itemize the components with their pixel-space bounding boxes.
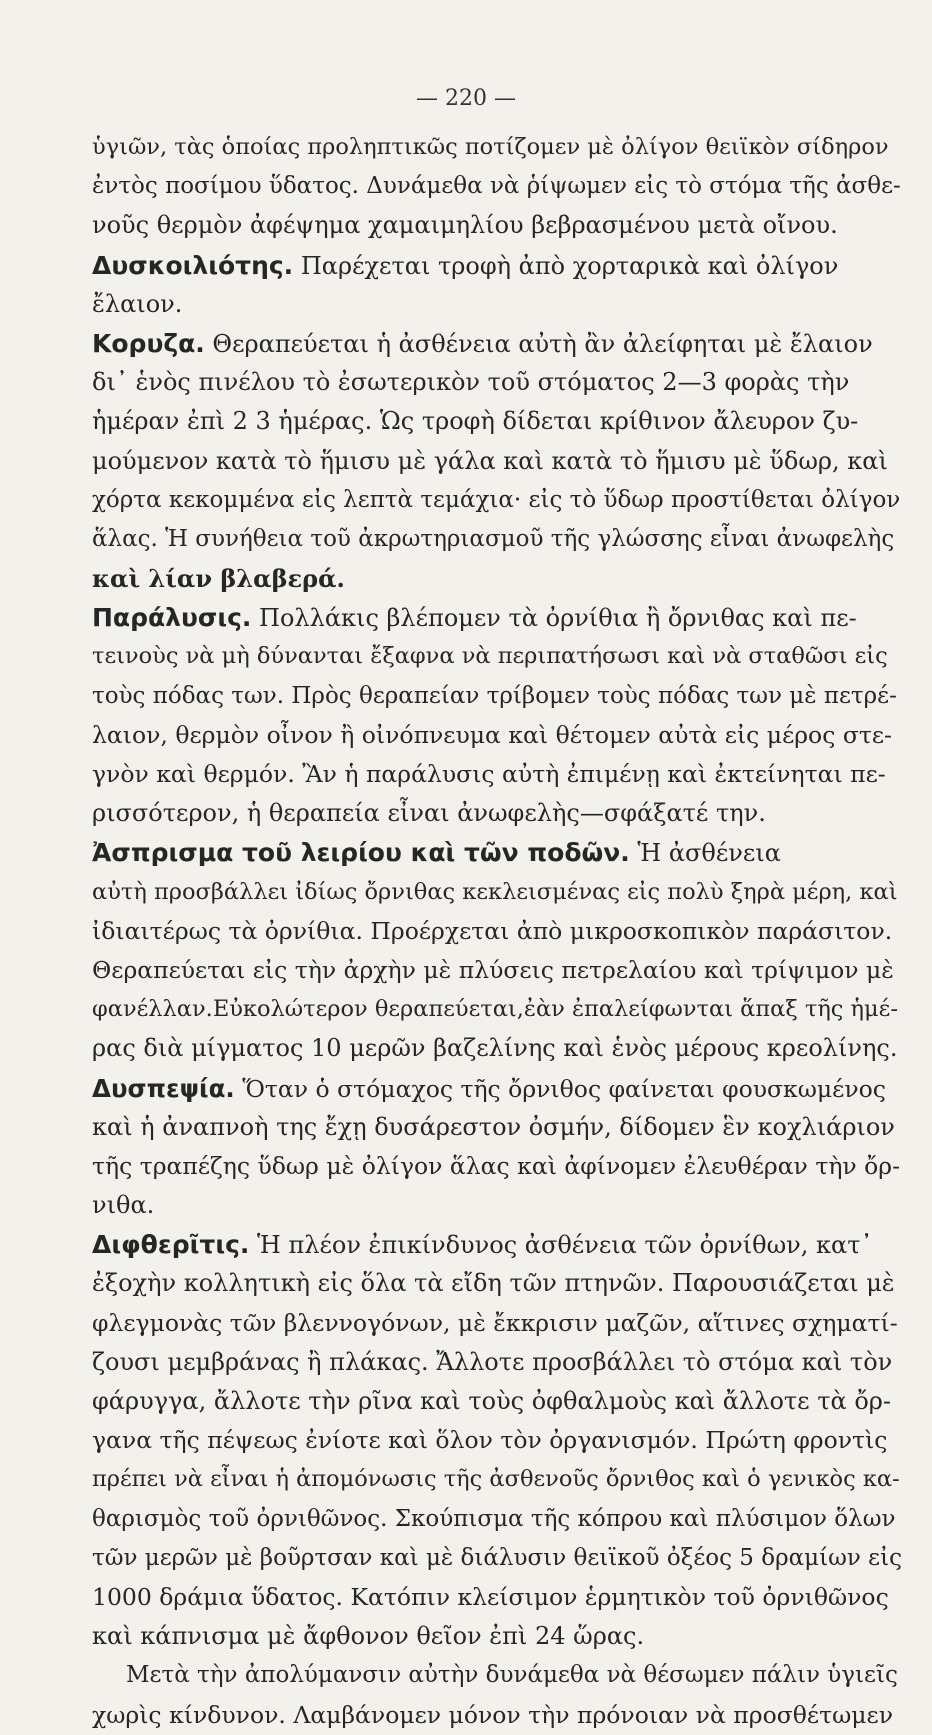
text-line (92, 755, 902, 794)
text-line (92, 442, 902, 481)
text-line (92, 167, 902, 206)
bold-text: καὶ λίαν βλαβερά. (92, 564, 345, 594)
line-text: χωρὶς κίνδυνον. Λαμβάνομεν μόνον τὴν πρόνοιαν νὰ προσθέτωμεν (92, 1700, 893, 1729)
line-text: φλεγμονὰς τῶν βλεννογόνων, μὲ ἔκκρισιν μαζῶν, αἵτινες σχηματί- (92, 1308, 898, 1337)
text-line (92, 285, 902, 324)
text-line (92, 1186, 902, 1225)
text-line (92, 1108, 902, 1147)
text-line (92, 363, 902, 402)
page-number: — 220 — (416, 86, 516, 111)
section-heading: Δυσκοιλιότης. (92, 250, 294, 280)
line-text: ρας διὰ μίγματος 10 μερῶν βαζελίνης καὶ ἑνὸς μέρους κρεολίνης. (92, 1034, 898, 1063)
text-line (92, 912, 902, 951)
section-heading: Δυσπεψία. (92, 1073, 235, 1103)
section-heading: Διφθερῖτις. (92, 1230, 250, 1260)
line-text: καὶ κάπνισμα μὲ ἄφθονον θεῖον ἐπὶ 24 ὥρας. (92, 1622, 645, 1651)
text-line (92, 951, 902, 990)
text-line (92, 1069, 902, 1108)
line-text: γανα τῆς πέψεως ἐνίοτε καὶ ὅλον τὸν ὀργανισμόν. Πρώτη φροντὶς (92, 1426, 888, 1455)
line-text: Μετὰ τὴν ἀπολύμανσιν αὐτὴν δυνάμεθα νὰ θέσωμεν πάλιν ὑγιεῖς (126, 1662, 898, 1689)
text-line (92, 794, 902, 833)
text-line (92, 1264, 902, 1303)
line-text: τοὺς πόδας των. Πρὸς θεραπείαν τρίβομεν τοὺς πόδας των μὲ πετρέ- (92, 682, 897, 709)
text-line (92, 677, 902, 716)
line-text: τεινοὺς νὰ μὴ δύνανται ἔξαφνα νὰ περιπατήσωσι καὶ νὰ σταθῶσι εἰς (92, 643, 888, 670)
text-line (92, 1539, 902, 1578)
line-text: νιθα. (92, 1191, 155, 1220)
line-text: μούμενον κατὰ τὸ ἥμισυ μὲ γάλα καὶ κατὰ τὸ ἥμισυ μὲ ὕδωρ, καὶ (92, 446, 888, 475)
text-line (92, 1029, 902, 1068)
line-text: καὶ ἡ ἀναπνοὴ της ἔχῃ δυσάρεστον ὀσμήν, δίδομεν ἓν κοχλιάριον (92, 1112, 895, 1141)
text-line (92, 1617, 902, 1656)
section-heading: Παράλυσις. (92, 603, 252, 633)
line-text: γνὸν καὶ θερμόν. Ἂν ἡ παράλυσις αὐτὴ ἐπιμένῃ καὶ ἐκτείνηται πε- (92, 760, 886, 788)
text-line (92, 1500, 902, 1539)
text-line (92, 520, 902, 559)
line-text: ἅλας. Ἡ συνήθεια τοῦ ἀκρωτηριασμοῦ τῆς γλώσσης εἶναι ἀνωφελὴς (92, 525, 895, 552)
line-text: 1000 δράμια ὕδατος. Κατόπιν κλείσιμον ἑρμητικὸν τοῦ ὀρνιθῶνος (92, 1582, 889, 1611)
text-line (92, 1343, 902, 1382)
section-heading: Κορυζα. (92, 328, 205, 358)
text-line (92, 1147, 902, 1186)
line-text: θαρισμὸς τοῦ ὀρνιθῶνος. Σκούπισμα τῆς κόπρου καὶ πλύσιμον ὅλων (92, 1505, 896, 1532)
line-text: ἐξοχὴν κολλητικὴ εἰς ὅλα τὰ εἴδη τῶν πτηνῶν. Παρουσιάζεται μὲ (92, 1269, 895, 1298)
line-text: τῶν μερῶν μὲ βοῦρτσαν καὶ μὲ διάλυσιν θειϊκοῦ ὀξέος 5 δραμίων εἰς (92, 1544, 902, 1571)
line-text: Ὅταν ὁ στόμαχος τῆς ὄρνιθος φαίνεται φουσκωμένος (234, 1074, 886, 1103)
text-line (92, 402, 902, 441)
text-line (92, 716, 902, 755)
section-heading: Ἀσπρισμα τοῦ λειρίου καὶ τῶν ποδῶν. (92, 838, 630, 868)
text-line (92, 1578, 902, 1617)
line-text: ὑγιῶν, τὰς ὁποίας προληπτικῶς ποτίζομεν μὲ ὀλίγον θειϊκὸν σίδηρον (92, 134, 889, 160)
text-line (92, 1304, 902, 1343)
text-line (92, 1382, 902, 1421)
line-text: Ἡ ἀσθένεια (629, 839, 781, 868)
line-text: Θεραπεύεται εἰς τὴν ἀρχὴν μὲ πλύσεις πετρελαίου καὶ τρίψιμον μὲ (92, 955, 894, 984)
line-text: ρισσότερον, ἡ θεραπεία εἶναι ἀνωφελὴς—σφάξατέ την. (92, 799, 766, 828)
line-text: λαιον, θερμὸν οἶνον ἢ οἰνόπνευμα καὶ θέτομεν αὐτὰ εἰς μέρος στε- (92, 720, 892, 749)
line-text: Πολλάκις βλέπομεν τὰ ὀρνίθια ἢ ὄρνιθας καὶ πε- (251, 604, 857, 633)
text-line (92, 990, 902, 1029)
text-line (92, 128, 902, 167)
body-text (92, 128, 902, 1735)
text-line (92, 1225, 902, 1264)
line-text: αὐτὴ προσβάλλει ἰδίως ὄρνιθας κεκλεισμένας εἰς πολὺ ξηρὰ μέρη, καὶ (92, 878, 898, 905)
line-text: δι᾽ ἑνὸς πινέλου τὸ ἐσωτερικὸν τοῦ στόματος 2—3 φορὰς τὴν (92, 368, 850, 397)
text-line (92, 246, 902, 285)
text-line (92, 1421, 902, 1460)
line-text: Ἡ πλέον ἐπικίνδυνος ἀσθένεια τῶν ὀρνίθων, κατ᾽ (249, 1231, 873, 1260)
text-line (92, 206, 902, 245)
line-text: νοῦς θερμὸν ἀφέψημα χαμαιμηλίου βεβρασμένου μετὰ οἴνου. (92, 211, 838, 240)
text-line (92, 1696, 902, 1735)
text-line (92, 1656, 902, 1695)
text-line (92, 598, 902, 637)
line-text: Θεραπεύεται ἡ ἀσθένεια αὐτὴ ἂν ἀλείφηται μὲ ἔλαιον (204, 329, 873, 358)
line-text: Παρέχεται τροφὴ ἀπὸ χορταρικὰ καὶ ὀλίγον (293, 251, 839, 280)
line-text: χόρτα κεκομμένα εἰς λεπτὰ τεμάχια· εἰς τὸ ὕδωρ προστίθεται ὀλίγον (92, 486, 901, 513)
text-line (92, 637, 902, 676)
text-line (92, 833, 902, 872)
line-text: ἰδιαιτέρως τὰ ὀρνίθια. Προέρχεται ἀπὸ μικροσκοπικὸν παράσιτον. (92, 916, 893, 945)
text-line (92, 559, 902, 598)
line-text: ἡμέραν ἐπὶ 2 3 ἡμέρας. Ὡς τροφὴ δίδεται κρίθινον ἄλευρον ζυ- (92, 407, 859, 436)
line-text: ἔλαιον. (92, 289, 183, 318)
line-text: ἐντὸς ποσίμου ὕδατος. Δυνάμεθα νὰ ῥίψωμεν εἰς τὸ στόμα τῆς ἀσθε- (92, 173, 901, 200)
text-line (92, 481, 902, 520)
text-line (92, 873, 902, 912)
line-text: φάρυγγα, ἄλλοτε τὴν ρῖνα καὶ τοὺς ὀφθαλμοὺς καὶ ἄλλοτε τὰ ὄρ- (92, 1387, 892, 1415)
line-text: τῆς τραπέζης ὕδωρ μὲ ὀλίγον ἅλας καὶ ἀφίνομεν ἐλευθέραν τὴν ὄρ- (92, 1151, 901, 1180)
text-line (92, 1460, 902, 1499)
line-text: φανέλλαν.Εὐκολώτερον θεραπεύεται,ἐὰν ἐπαλείφωνται ἅπαξ τῆς ἡμέ- (92, 996, 898, 1023)
text-line (92, 324, 902, 363)
line-text: πρέπει νὰ εἶναι ἡ ἀπομόνωσις τῆς ἀσθενοῦς ὄρνιθος καὶ ὁ γενικὸς κα- (92, 1466, 900, 1493)
line-text: ζουσι μεμβράνας ἢ πλάκας. Ἄλλοτε προσβάλλει τὸ στόμα καὶ τὸν (92, 1347, 893, 1376)
